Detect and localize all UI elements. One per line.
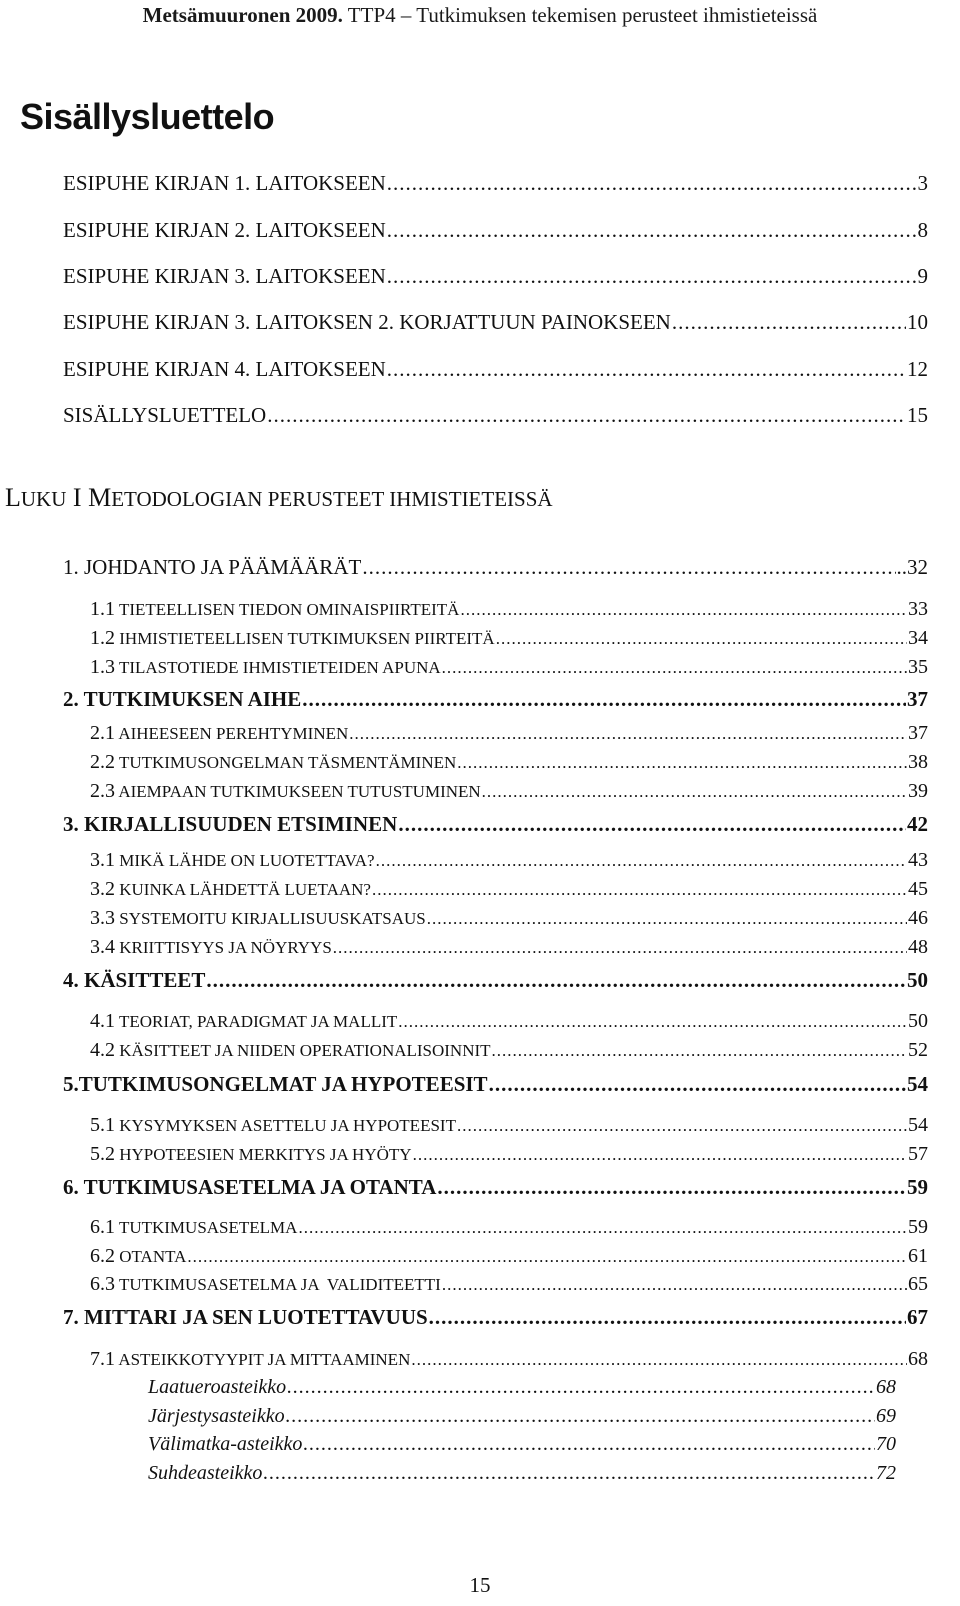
toc-section-number: 3.1 xyxy=(90,849,115,871)
toc-section-number: 6.3 xyxy=(90,1273,115,1295)
toc-section[interactable] xyxy=(90,1273,928,1296)
dot-leader xyxy=(387,171,917,196)
toc-section-text: ASTEIKKOTYYPIT JA MITTAAMINEN xyxy=(118,1350,411,1369)
toc-section-page: 43 xyxy=(908,849,928,871)
toc-section-page: 37 xyxy=(908,722,928,744)
toc-section-page: 50 xyxy=(908,1010,928,1032)
toc-subsection[interactable] xyxy=(148,1376,896,1399)
toc-section-label xyxy=(90,1010,397,1033)
toc-entry-label: ESIPUHE KIRJAN 2. LAITOKSEEN xyxy=(63,218,386,242)
toc-entry-label: ESIPUHE KIRJAN 1. LAITOKSEEN xyxy=(63,171,386,195)
toc-entry-front[interactable] xyxy=(63,171,928,196)
toc-section[interactable] xyxy=(90,780,928,803)
toc-section-number: 1.3 xyxy=(90,656,115,678)
dot-leader xyxy=(398,1012,907,1032)
dot-leader xyxy=(303,1433,875,1456)
toc-section-text: TUTKIMUSONGELMAN TÄSMENTÄMINEN xyxy=(118,753,457,772)
toc-section-text: KRIITTISYYS JA NÖYRYYS xyxy=(119,938,332,957)
dot-leader xyxy=(206,968,906,993)
toc-entry-front[interactable] xyxy=(63,264,928,289)
toc-section[interactable] xyxy=(90,878,928,901)
toc-entry-label: ESIPUHE KIRJAN 3. LAITOKSEEN xyxy=(63,264,386,288)
dot-leader xyxy=(298,1218,907,1238)
dot-leader xyxy=(267,403,906,428)
dot-leader xyxy=(376,851,907,871)
toc-chapter[interactable] xyxy=(63,687,928,712)
toc-chapter-label: 7. MITTARI JA SEN LUOTETTAVUUS xyxy=(63,1305,428,1329)
toc-section-text: KÄSITTEET JA NIIDEN OPERATIONALISOINNIT xyxy=(119,1041,491,1060)
toc-section-number: 5.2 xyxy=(90,1143,115,1165)
dot-leader xyxy=(672,310,906,335)
toc-chapter-label: 5.TUTKIMUSONGELMAT JA HYPOTEESIT xyxy=(63,1072,488,1096)
toc-section-number: 1.1 xyxy=(90,598,115,620)
toc-chapter[interactable] xyxy=(63,555,928,580)
toc-entry-page: 10 xyxy=(907,310,928,334)
toc-subsection-label: Välimatka-asteikko xyxy=(148,1433,303,1455)
toc-section[interactable] xyxy=(90,751,928,774)
toc-entry-front[interactable] xyxy=(63,310,928,335)
dot-leader xyxy=(411,1350,907,1370)
dot-leader xyxy=(398,812,906,837)
toc-section-text: MIKÄ LÄHDE ON LUOTETTAVA? xyxy=(119,851,375,870)
dot-leader xyxy=(387,264,917,289)
toc-chapter-page: ..32 xyxy=(896,555,928,579)
toc-section-page: 48 xyxy=(908,936,928,958)
toc-section-page: 59 xyxy=(908,1216,928,1238)
dot-leader xyxy=(457,1116,907,1136)
toc-section-label xyxy=(90,1216,297,1239)
dot-leader xyxy=(362,555,895,580)
toc-section-label xyxy=(90,1114,456,1137)
header-author: Metsämuuronen 2009. xyxy=(142,3,343,27)
dot-leader xyxy=(349,724,907,744)
toc-chapter-page: 59 xyxy=(907,1175,928,1199)
toc-subsection-label: Laatueroasteikko xyxy=(148,1376,287,1398)
toc-chapter-label: 2. TUTKIMUKSEN AIHE xyxy=(63,687,302,711)
toc-subsection-label: Järjestysasteikko xyxy=(148,1405,285,1427)
toc-chapter-label: 1. JOHDANTO JA PÄÄMÄÄRÄT xyxy=(63,555,362,579)
toc-section-number: 2.3 xyxy=(90,780,115,802)
part-heading-title-initial: M xyxy=(88,483,112,512)
toc-chapter-page: 37 xyxy=(907,687,928,711)
dot-leader xyxy=(413,1145,907,1165)
header-title: TTP4 – Tutkimuksen tekemisen perusteet ihmistieteissä xyxy=(347,3,818,27)
toc-section-label xyxy=(90,598,459,621)
toc-entry-front[interactable] xyxy=(63,357,928,382)
dot-leader xyxy=(387,357,906,382)
toc-title: Sisällysluettelo xyxy=(20,96,275,137)
toc-entry-page: 3 xyxy=(917,171,928,195)
toc-subsection[interactable] xyxy=(148,1433,896,1456)
toc-chapter[interactable] xyxy=(63,968,928,993)
toc-section-label xyxy=(90,1348,410,1371)
toc-section[interactable] xyxy=(90,1114,928,1137)
toc-section-text: AIEMPAAN TUTKIMUKSEEN TUTUSTUMINEN xyxy=(118,782,481,801)
toc-section[interactable] xyxy=(90,849,928,872)
toc-section-number: 7.1 xyxy=(90,1348,115,1370)
dot-leader xyxy=(302,687,906,712)
dot-leader xyxy=(482,782,907,802)
toc-section-text: TEORIAT, PARADIGMAT JA MALLIT xyxy=(118,1012,398,1031)
toc-section-page: 61 xyxy=(908,1245,928,1267)
toc-section-page: 65 xyxy=(908,1273,928,1295)
dot-leader xyxy=(496,629,907,649)
toc-entry-page: 9 xyxy=(917,264,928,288)
toc-section-text: TUTKIMUSASETELMA JA VALIDITEETTI xyxy=(118,1275,441,1294)
toc-section-number: 3.2 xyxy=(90,878,115,900)
toc-section-label xyxy=(90,907,426,930)
toc-section-label xyxy=(90,780,481,803)
toc-section-text: TUTKIMUSASETELMA xyxy=(118,1218,298,1237)
dot-leader xyxy=(372,880,907,900)
toc-section-text: TILASTOTIEDE IHMISTIETEIDEN APUNA xyxy=(118,658,441,677)
toc-section-page: 57 xyxy=(908,1143,928,1165)
toc-section-page: 54 xyxy=(908,1114,928,1136)
toc-section[interactable] xyxy=(90,722,928,745)
toc-section-label xyxy=(90,627,495,650)
toc-section[interactable] xyxy=(90,598,928,621)
toc-section-label xyxy=(90,849,375,872)
dot-leader xyxy=(387,218,917,243)
toc-section-page: 39 xyxy=(908,780,928,802)
toc-section-label xyxy=(90,878,371,901)
toc-entry-page: 8 xyxy=(917,218,928,242)
part-heading-word: UKU xyxy=(20,487,67,511)
toc-section[interactable] xyxy=(90,1010,928,1033)
dot-leader xyxy=(429,1305,906,1330)
toc-chapter[interactable] xyxy=(63,812,928,837)
dot-leader xyxy=(492,1041,907,1061)
toc-section-number: 3.3 xyxy=(90,907,115,929)
toc-entry-label: ESIPUHE KIRJAN 4. LAITOKSEEN xyxy=(63,357,386,381)
toc-subsection-page: 69 xyxy=(876,1405,896,1427)
toc-subsection[interactable] xyxy=(148,1405,896,1428)
toc-chapter[interactable] xyxy=(63,1175,928,1200)
toc-chapter-page: 42 xyxy=(907,812,928,836)
toc-section-label xyxy=(90,1245,186,1268)
toc-subsection-page: 72 xyxy=(876,1462,896,1484)
toc-section-label xyxy=(90,656,441,679)
page-number: 15 xyxy=(469,1573,491,1597)
toc-subsection-label: Suhdeasteikko xyxy=(148,1462,263,1484)
toc-entry-page: 12 xyxy=(907,357,928,381)
toc-section[interactable] xyxy=(90,1245,928,1268)
dot-leader xyxy=(442,658,907,678)
toc-section-number: 3.4 xyxy=(90,936,115,958)
part-heading-initial: L xyxy=(5,483,21,512)
toc-section-page: 68 xyxy=(908,1348,928,1370)
running-header xyxy=(0,2,960,28)
toc-section-number: 2.1 xyxy=(90,722,115,744)
toc-section-page: 34 xyxy=(908,627,928,649)
toc-section-number: 4.1 xyxy=(90,1010,115,1032)
toc-chapter[interactable] xyxy=(63,1072,928,1097)
toc-entry-front[interactable] xyxy=(63,403,928,428)
toc-section-label xyxy=(90,1273,441,1296)
toc-section-page: 46 xyxy=(908,907,928,929)
toc-section-number: 5.1 xyxy=(90,1114,115,1136)
toc-chapter-page: 50 xyxy=(907,968,928,992)
toc-section-number: 4.2 xyxy=(90,1039,115,1061)
toc-section-number: 2.2 xyxy=(90,751,115,773)
dot-leader xyxy=(442,1275,907,1295)
toc-section[interactable] xyxy=(90,627,928,650)
toc-section-page: 45 xyxy=(908,878,928,900)
toc-chapter-page: 54 xyxy=(907,1072,928,1096)
part-heading xyxy=(5,483,553,513)
toc-section-label xyxy=(90,722,348,745)
toc-section-text: SYSTEMOITU KIRJALLISUUSKATSAUS xyxy=(119,909,426,928)
toc-section[interactable] xyxy=(90,936,928,959)
toc-section-page: 33 xyxy=(908,598,928,620)
toc-section-label xyxy=(90,1143,412,1166)
dot-leader xyxy=(287,1376,875,1399)
toc-section-text: AIHEESEEN PEREHTYMINEN xyxy=(118,724,349,743)
toc-section-page: 52 xyxy=(908,1039,928,1061)
toc-section-page: 38 xyxy=(908,751,928,773)
dot-leader xyxy=(263,1462,875,1485)
toc-section-text: OTANTA xyxy=(119,1247,187,1266)
toc-section[interactable] xyxy=(90,1348,928,1371)
toc-section-page: 35 xyxy=(908,656,928,678)
toc-chapter-label: 3. KIRJALLISUUDEN ETSIMINEN xyxy=(63,812,398,836)
toc-section[interactable] xyxy=(90,1143,928,1166)
toc-section-text: KYSYMYKSEN ASETTELU JA HYPOTEESIT xyxy=(119,1116,456,1135)
toc-section-text: TIETEELLISEN TIEDON OMINAISPIIRTEITÄ xyxy=(118,600,460,619)
toc-section-text: HYPOTEESIEN MERKITYS JA HYÖTY xyxy=(119,1145,412,1164)
dot-leader xyxy=(286,1405,875,1428)
toc-subsection-page: 68 xyxy=(876,1376,896,1398)
toc-section-label xyxy=(90,936,332,959)
toc-section-text: IHMISTIETEELLISEN TUTKIMUKSEN PIIRTEITÄ xyxy=(119,629,495,648)
toc-section-label xyxy=(90,751,456,774)
toc-entry-label: ESIPUHE KIRJAN 3. LAITOKSEN 2. KORJATTUUN PAINOKSEEN xyxy=(63,310,671,334)
toc-section-number: 1.2 xyxy=(90,627,115,649)
toc-section[interactable] xyxy=(90,1039,928,1062)
toc-subsection-page: 70 xyxy=(876,1433,896,1455)
toc-section-label xyxy=(90,1039,491,1062)
toc-chapter-label: 4. KÄSITTEET xyxy=(63,968,206,992)
dot-leader xyxy=(489,1072,906,1097)
dot-leader xyxy=(427,909,907,929)
toc-entry-front[interactable] xyxy=(63,218,928,243)
part-heading-numeral: I xyxy=(72,483,82,512)
dot-leader xyxy=(460,600,907,620)
toc-section-text: KUINKA LÄHDETTÄ LUETAAN? xyxy=(119,880,371,899)
toc-subsection[interactable] xyxy=(148,1462,896,1485)
dot-leader xyxy=(187,1247,907,1267)
dot-leader xyxy=(457,753,907,773)
toc-entry-label: SISÄLLYSLUETTELO xyxy=(63,403,267,427)
toc-entry-page: 15 xyxy=(907,403,928,427)
toc-chapter[interactable] xyxy=(63,1305,928,1330)
dot-leader xyxy=(437,1175,906,1200)
toc-chapter-label: 6. TUTKIMUSASETELMA JA OTANTA xyxy=(63,1175,437,1199)
toc-section[interactable] xyxy=(90,907,928,930)
part-heading-title: ETODOLOGIAN PERUSTEET IHMISTIETEISSÄ xyxy=(111,487,553,511)
toc-section[interactable] xyxy=(90,656,928,679)
toc-section[interactable] xyxy=(90,1216,928,1239)
toc-section-number: 6.1 xyxy=(90,1216,115,1238)
dot-leader xyxy=(333,938,907,958)
toc-chapter-page: 67 xyxy=(907,1305,928,1329)
toc-section-number: 6.2 xyxy=(90,1245,115,1267)
